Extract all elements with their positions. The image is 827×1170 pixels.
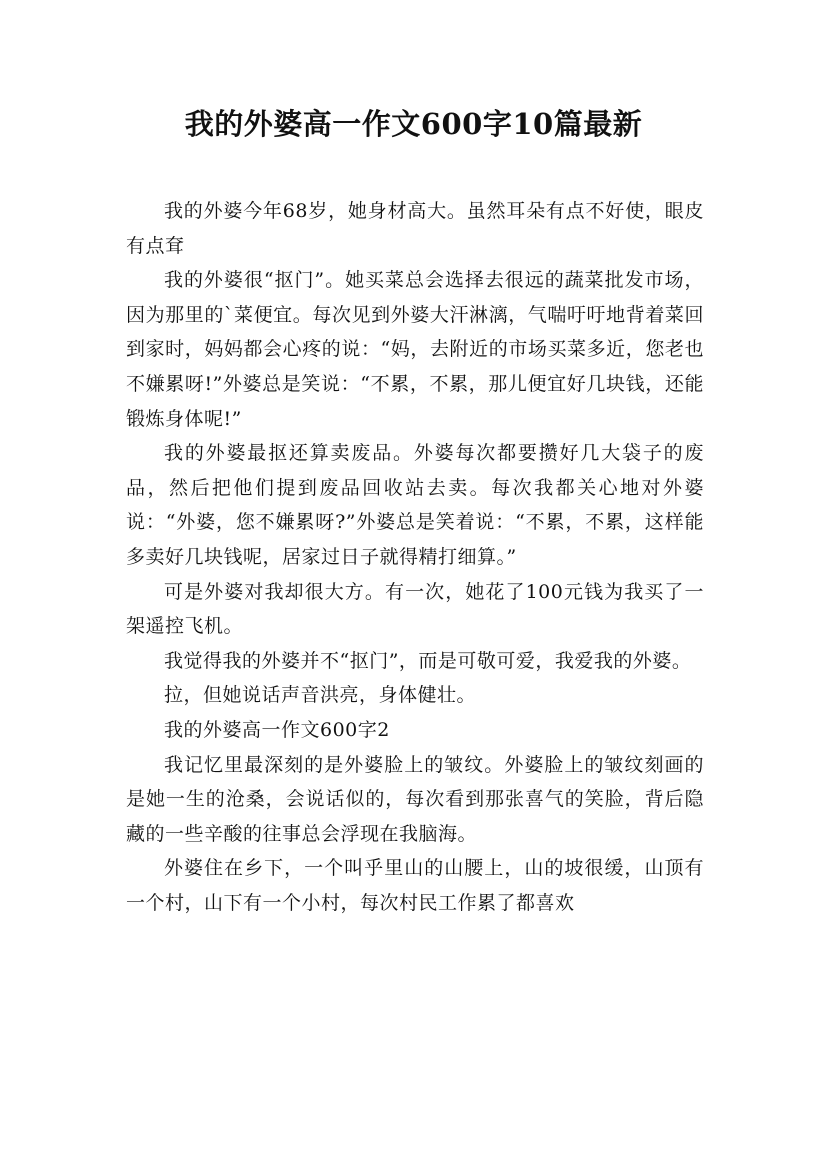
document-body (126, 194, 704, 920)
paragraph: 我的外婆最抠还算卖废品。外婆每次都要攒好几大袋子的废品，然后把他们提到废品回收站去卖。每次我都关心地对外婆说：“外婆，您不嫌累呀?”外婆总是笑着说：“不累，不累，这样能多卖好几块钱呢，居家过日子就得精打细算。” (126, 442, 704, 568)
paragraph: 我的外婆很“抠门”。她买菜总会选择去很远的蔬菜批发市场，因为那里的`菜便宜。每次见到外婆大汗淋漓，气喘吁吁地背着菜回到家时，妈妈都会心疼的说：“妈，去附近的市场买菜多近，您老也不嫌累呀!”外婆总是笑说：“不累，不累，那儿便宜好几块钱，还能锻炼身体呢!” (126, 269, 704, 430)
paragraph: 拉，但她说话声音洪亮，身体健壮。 (164, 684, 477, 707)
paragraph: 我觉得我的外婆并不“抠门”，而是可敬可爱，我爱我的外婆。 (164, 649, 692, 672)
section-heading: 我的外婆高一作文600字2 (164, 718, 390, 741)
paragraph: 我记忆里最深刻的是外婆脸上的皱纹。外婆脸上的皱纹刻画的是她一生的沧桑，会说话似的，每次看到那张喜气的笑脸，背后隐藏的一些辛酸的往事总会浮现在我脑海。 (126, 753, 704, 845)
document-title: 我的外婆高一作文600字10篇最新 (184, 107, 643, 141)
paragraph: 外婆住在乡下，一个叫乎里山的山腰上，山的坡很缓，山顶有一个村，山下有一个小村，每次村民工作累了都喜欢 (126, 857, 704, 914)
paragraph: 我的外婆今年68岁，她身材高大。虽然耳朵有点不好使，眼皮有点耷 (126, 200, 704, 257)
paragraph: 可是外婆对我却很大方。有一次，她花了100元钱为我买了一架遥控飞机。 (126, 580, 704, 638)
